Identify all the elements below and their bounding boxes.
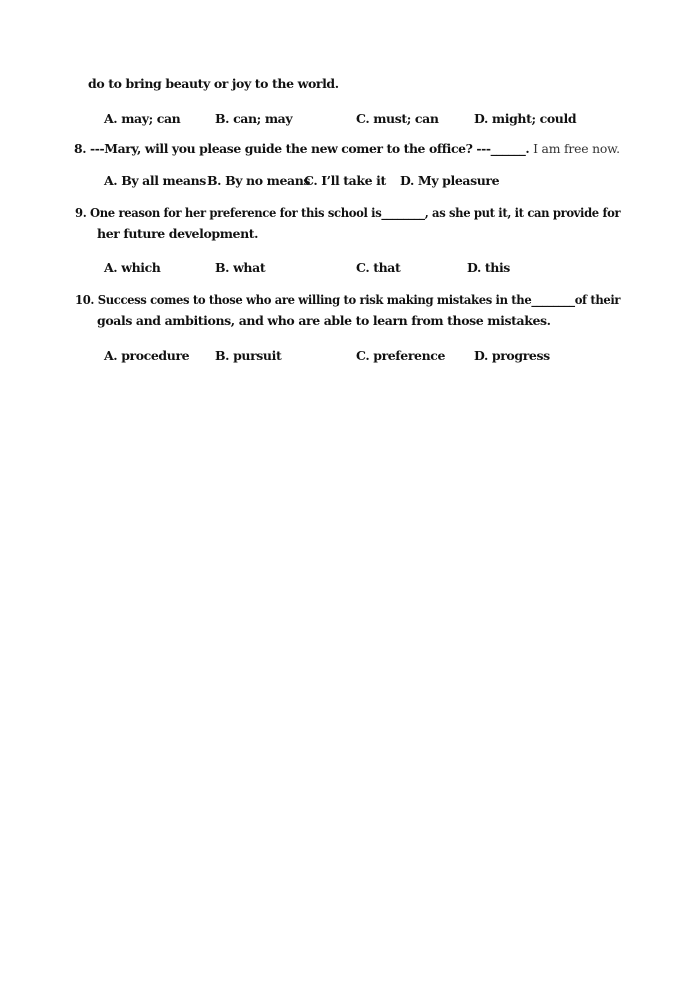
question-7-continuation: do to bring beauty or joy to the world.: [88, 76, 339, 91]
question-7-option-b: B. can; may: [215, 111, 293, 126]
question-9-option-b: B. what: [215, 260, 266, 275]
question-8-option-b: B. By no means: [207, 173, 311, 188]
question-8-prompt: 8. ---Mary, will you please guide the new comer to the office? ---______.: [74, 141, 530, 156]
question-10-line-2: goals and ambitions, and who are able to learn from those mistakes.: [97, 313, 551, 328]
question-7-option-c: C. must; can: [356, 111, 439, 126]
question-7-option-d: D. might; could: [474, 111, 577, 126]
question-9-option-a: A. which: [104, 260, 161, 275]
question-9-option-c: C. that: [356, 260, 401, 275]
question-8-reply: I am free now.: [529, 141, 620, 156]
question-8-option-a: A. By all means: [104, 173, 206, 188]
question-8-option-c: C. I’ll take it: [304, 173, 386, 188]
question-10-option-a: A. procedure: [104, 348, 190, 363]
question-9-line-1: 9. One reason for her preference for this school is________, as she put it, it can provide for: [75, 205, 621, 220]
question-10-option-d: D. progress: [474, 348, 550, 363]
question-7-option-a: A. may; can: [104, 111, 181, 126]
question-8-stem: [74, 141, 620, 157]
question-10-option-b: B. pursuit: [215, 348, 282, 363]
question-10-line-1: 10. Success comes to those who are willing to risk making mistakes in the________of their: [75, 292, 621, 307]
question-9-line-2: her future development.: [97, 226, 259, 241]
question-8-option-d: D. My pleasure: [400, 173, 500, 188]
question-10-option-c: C. preference: [356, 348, 446, 363]
question-9-option-d: D. this: [467, 260, 510, 275]
